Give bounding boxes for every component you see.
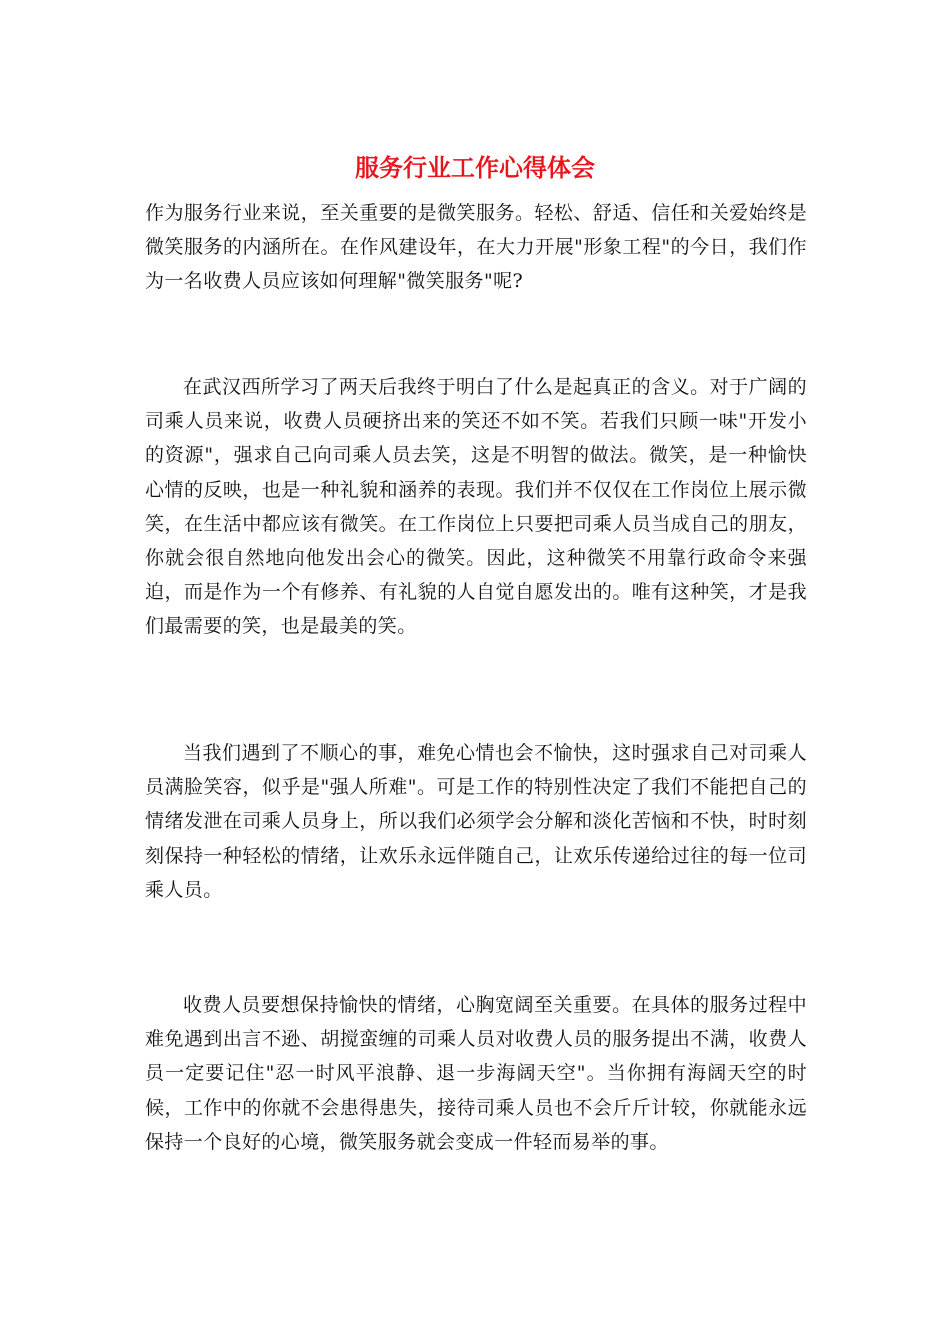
paragraph-4: 收费人员要想保持愉快的情绪，心胸宽阔至关重要。在具体的服务过程中难免遇到出言不逊、胡搅蛮缠的司乘人员对收费人员的服务提出不满，收费人员一定要记住"忍一时风平浪静、退一步海阔天空"。当你拥有海阔天空的时候，工作中的你就不会患得患失，接待司乘人员也不会斤斤计较，你就能永远保持一个良好的心境，微笑服务就会变成一件轻而易举的事。 [145, 994, 807, 1153]
paragraph-2: 在武汉西所学习了两天后我终于明白了什么是起真正的含义。对于广阔的司乘人员来说，收费人员硬挤出来的笑还不如不笑。若我们只顾一味"开发小的资源"，强求自己向司乘人员去笑，这是不明智的做法。微笑，是一种愉快心情的反映，也是一种礼貌和涵养的表现。我们并不仅仅在工作岗位上展示微笑，在生活中都应该有微笑。在工作岗位上只要把司乘人员当成自己的朋友，你就会很自然地向他发出会心的微笑。因此，这种微笑不用靠行政命令来强迫，而是作为一个有修养、有礼貌的人自觉自愿发出的。唯有这种笑，才是我们最需要的笑，也是最美的笑。 [145, 376, 807, 638]
paragraph-1: 作为服务行业来说，至关重要的是微笑服务。轻松、舒适、信任和关爱始终是微笑服务的内涵所在。在作风建设年，在大力开展"形象工程"的今日，我们作为一名收费人员应该如何理解"微笑服务"呢? [145, 202, 807, 293]
document-title: 服务行业工作心得体会 [355, 153, 595, 182]
paragraph-3: 当我们遇到了不顺心的事，难免心情也会不愉快，这时强求自己对司乘人员满脸笑容，似乎是"强人所难"。可是工作的特别性决定了我们不能把自己的情绪发泄在司乘人员身上，所以我们必须学会分解和淡化苦恼和不快，时时刻刻保持一种轻松的情绪，让欢乐永远伴随自己，让欢乐传递给过往的每一位司乘人员。 [145, 742, 807, 901]
